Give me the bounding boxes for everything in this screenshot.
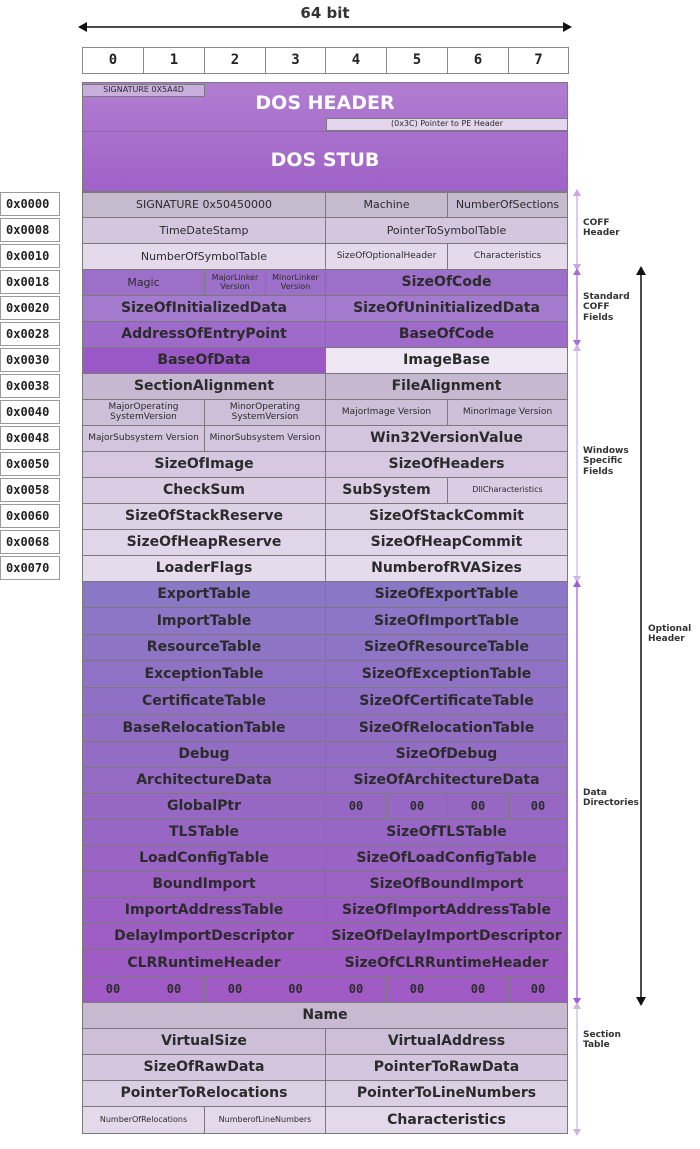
- win-image-base: ImageBase: [325, 347, 568, 374]
- byte-index-0: 0: [82, 47, 144, 74]
- offset-label: 0x0020: [0, 296, 60, 320]
- dd-exception-table: ExceptionTable: [82, 660, 326, 688]
- coff-pointer-to-symbol-table: PointerToSymbolTable: [325, 217, 568, 244]
- std-size-of-code: SizeOfCode: [325, 269, 568, 296]
- win-size-of-image: SizeOfImage: [82, 451, 326, 478]
- dd-size-of-bound-import: SizeOfBoundImport: [325, 871, 568, 898]
- zero-byte: 00: [325, 976, 387, 1003]
- dd-base-relocation-table: BaseRelocationTable: [82, 714, 326, 742]
- win-major-subsystem-version: MajorSubsystem Version: [82, 425, 205, 452]
- offset-label: 0x0028: [0, 322, 60, 346]
- byte-index-3: 3: [265, 47, 326, 74]
- std-magic: Magic: [82, 269, 205, 296]
- coff-signature: SIGNATURE 0x50450000: [82, 192, 326, 218]
- dd-size-of-architecture-data: SizeOfArchitectureData: [325, 767, 568, 794]
- win-size-of-heap-commit: SizeOfHeapCommit: [325, 529, 568, 556]
- win-major-image-version: MajorImage Version: [325, 399, 448, 426]
- std-size-of-uninitialized-data: SizeOfUninitializedData: [325, 295, 568, 322]
- offset-label: 0x0000: [0, 192, 60, 216]
- dd-import-table: ImportTable: [82, 607, 326, 635]
- win-size-of-headers: SizeOfHeaders: [325, 451, 568, 478]
- coff-number-of-symbol-table: NumberOfSymbolTable: [82, 243, 326, 270]
- offset-label: 0x0070: [0, 556, 60, 580]
- dd-size-of-delay-import-descriptor: SizeOfDelayImportDescriptor: [325, 923, 568, 950]
- std-size-of-initialized-data: SizeOfInitializedData: [82, 295, 326, 322]
- bit-width-label: 64 bit: [300, 4, 350, 22]
- zero-byte: 00: [386, 793, 448, 820]
- zero-byte: 00: [447, 793, 509, 820]
- std-minor-linker-version: MinorLinker Version: [265, 269, 326, 296]
- dos-header-title: DOS HEADER: [255, 92, 395, 114]
- byte-index-1: 1: [143, 47, 205, 74]
- zero-byte: 00: [386, 976, 448, 1003]
- sec-virtual-size: VirtualSize: [82, 1028, 326, 1055]
- label-section-table: Section Table: [583, 1030, 621, 1051]
- zero-byte: 00: [265, 976, 326, 1003]
- win-loader-flags: LoaderFlags: [82, 555, 326, 582]
- win-major-os-version: MajorOperating SystemVersion: [82, 399, 205, 426]
- sec-size-of-raw-data: SizeOfRawData: [82, 1054, 326, 1081]
- offset-label: 0x0048: [0, 426, 60, 450]
- zero-byte: 00: [204, 976, 266, 1003]
- zero-byte: 00: [325, 793, 387, 820]
- std-major-linker-version: MajorLinker Version: [204, 269, 266, 296]
- byte-index-2: 2: [204, 47, 266, 74]
- coff-time-date-stamp: TimeDateStamp: [82, 217, 326, 244]
- win-win32-version-value: Win32VersionValue: [325, 425, 568, 452]
- coff-number-of-sections: NumberOfSections: [447, 192, 568, 218]
- zero-byte: 00: [447, 976, 509, 1003]
- win-size-of-stack-reserve: SizeOfStackReserve: [82, 503, 326, 530]
- dd-size-of-load-config-table: SizeOfLoadConfigTable: [325, 845, 568, 872]
- sec-pointer-to-relocations: PointerToRelocations: [82, 1080, 326, 1107]
- label-standard-coff-fields: Standard COFF Fields: [583, 292, 630, 323]
- dos-divider: [82, 131, 568, 132]
- win-minor-os-version: MinorOperating SystemVersion: [204, 399, 326, 426]
- win-number-of-rva-sizes: NumberofRVASizes: [325, 555, 568, 582]
- win-subsystem: SubSystem: [325, 477, 448, 504]
- dd-load-config-table: LoadConfigTable: [82, 845, 326, 872]
- byte-index-6: 6: [447, 47, 509, 74]
- dd-size-of-resource-table: SizeOfResourceTable: [325, 634, 568, 661]
- label-data-directories: Data Directories: [583, 788, 639, 809]
- win-section-alignment: SectionAlignment: [82, 373, 326, 400]
- label-windows-specific-fields: Windows Specific Fields: [583, 446, 629, 477]
- dd-certificate-table: CertificateTable: [82, 687, 326, 715]
- offset-label: 0x0058: [0, 478, 60, 502]
- sec-virtual-address: VirtualAddress: [325, 1028, 568, 1055]
- dd-bound-import: BoundImport: [82, 871, 326, 898]
- sec-characteristics: Characteristics: [325, 1106, 568, 1134]
- zero-byte: 00: [508, 793, 568, 820]
- dd-size-of-relocation-table: SizeOfRelocationTable: [325, 714, 568, 742]
- offset-label: 0x0040: [0, 400, 60, 424]
- dd-tls-table: TLSTable: [82, 819, 326, 846]
- dd-size-of-tls-table: SizeOfTLSTable: [325, 819, 568, 846]
- zero-byte: 00: [508, 976, 568, 1003]
- coff-machine: Machine: [325, 192, 448, 218]
- zero-byte: 00: [143, 976, 205, 1003]
- dd-size-of-exception-table: SizeOfExceptionTable: [325, 660, 568, 688]
- byte-index-7: 7: [508, 47, 569, 74]
- dd-delay-import-descriptor: DelayImportDescriptor: [82, 923, 326, 950]
- dd-size-of-import-table: SizeOfImportTable: [325, 607, 568, 635]
- byte-index-4: 4: [325, 47, 387, 74]
- byte-index-5: 5: [386, 47, 448, 74]
- label-coff-header: COFF Header: [583, 218, 620, 239]
- offset-label: 0x0060: [0, 504, 60, 528]
- dd-size-of-import-address-table: SizeOfImportAddressTable: [325, 897, 568, 924]
- dd-size-of-debug: SizeOfDebug: [325, 741, 568, 768]
- dd-size-of-certificate-table: SizeOfCertificateTable: [325, 687, 568, 715]
- offset-label: 0x0010: [0, 244, 60, 268]
- dd-import-address-table: ImportAddressTable: [82, 897, 326, 924]
- sec-number-of-relocations: NumberOfRelocations: [82, 1106, 205, 1134]
- sec-pointer-to-raw-data: PointerToRawData: [325, 1054, 568, 1081]
- dd-size-of-export-table: SizeOfExportTable: [325, 581, 568, 608]
- dd-debug: Debug: [82, 741, 326, 768]
- offset-label: 0x0050: [0, 452, 60, 476]
- dos-signature: SIGNATURE 0X5A4D: [82, 84, 205, 97]
- zero-byte: 00: [82, 976, 144, 1003]
- std-base-of-data: BaseOfData: [82, 347, 326, 374]
- dos-stub-title: DOS STUB: [270, 149, 380, 171]
- dd-resource-table: ResourceTable: [82, 634, 326, 661]
- offset-label: 0x0008: [0, 218, 60, 242]
- std-base-of-code: BaseOfCode: [325, 321, 568, 348]
- group-brackets: [568, 188, 588, 1138]
- coff-characteristics: Characteristics: [447, 243, 568, 270]
- coff-size-of-optional-header: SizeOfOptionalHeader: [325, 243, 448, 270]
- win-minor-subsystem-version: MinorSubsystem Version: [204, 425, 326, 452]
- sec-pointer-to-line-numbers: PointerToLineNumbers: [325, 1080, 568, 1107]
- dd-clr-runtime-header: CLRRuntimeHeader: [82, 949, 326, 977]
- win-size-of-stack-commit: SizeOfStackCommit: [325, 503, 568, 530]
- win-checksum: CheckSum: [82, 477, 326, 504]
- win-size-of-heap-reserve: SizeOfHeapReserve: [82, 529, 326, 556]
- std-address-of-entry-point: AddressOfEntryPoint: [82, 321, 326, 348]
- sec-number-of-line-numbers: NumberofLineNumbers: [204, 1106, 326, 1134]
- label-optional-header: Optional Header: [648, 624, 692, 645]
- dd-export-table: ExportTable: [82, 581, 326, 608]
- win-file-alignment: FileAlignment: [325, 373, 568, 400]
- offset-label: 0x0068: [0, 530, 60, 554]
- offset-label: 0x0030: [0, 348, 60, 372]
- win-minor-image-version: MinorImage Version: [447, 399, 568, 426]
- dd-size-of-clr-runtime-header: SizeOfCLRRuntimeHeader: [325, 949, 568, 977]
- win-dll-characteristics: DllCharacteristics: [447, 477, 568, 504]
- pe-header-pointer: (0x3C) Pointer to PE Header: [326, 118, 568, 131]
- dd-architecture-data: ArchitectureData: [82, 767, 326, 794]
- sec-name: Name: [82, 1002, 568, 1029]
- offset-label: 0x0018: [0, 270, 60, 294]
- offset-label: 0x0038: [0, 374, 60, 398]
- dd-global-ptr: GlobalPtr: [82, 793, 326, 820]
